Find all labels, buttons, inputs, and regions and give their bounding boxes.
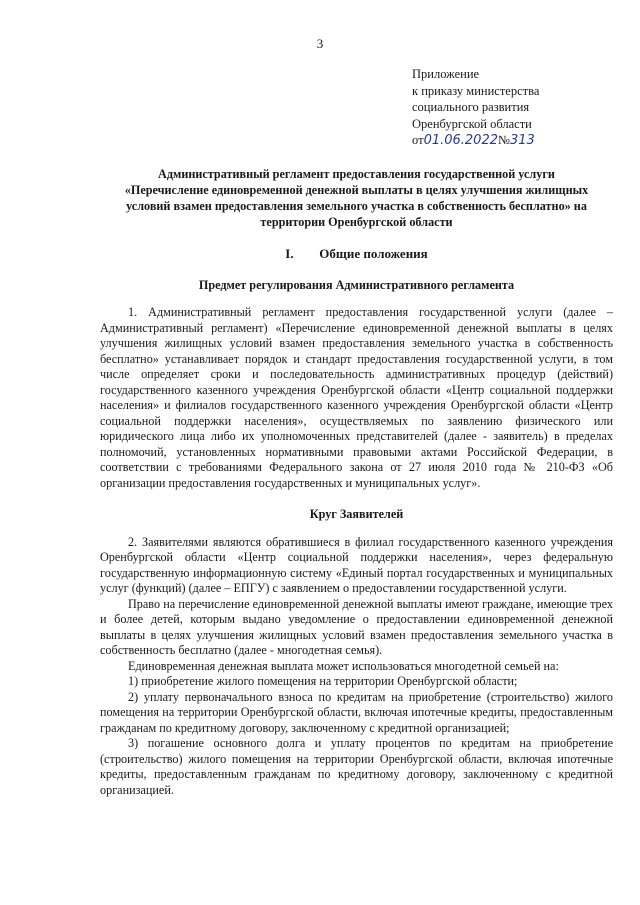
appendix-line-4: Оренбургской области xyxy=(412,116,532,131)
list-item-3: 3) погашение основного долга и уплату процентов по кредитам на приобретение (строительство) жилого помещения на территории Оренбургской области, включая ипотечные кредиты, предоставленным гражданам по кредитному договору, заключенному с кредитной организацией. xyxy=(100,736,613,797)
appendix-line-2: к приказу министерства xyxy=(412,83,540,98)
title-line-1: Административный регламент предоставления государственной услуги xyxy=(158,167,555,181)
paragraph-3: Право на перечисление единовременной денежной выплаты имеют граждане, имеющие трех и более детей, которым выдано уведомление о предоставлении единовременной денежной выплаты в целях улучшения жилищных условий взамен предоставления земельного участка в собственность бесплатно (далее - многодетная семья). xyxy=(100,596,613,657)
paragraph-1: 1. Административный регламент предоставления государственной услуги (далее – Административный регламент) «Перечисление единовременной денежной выплаты в целях улучшения жилищных условий взамен предоставления земельного участка в собственность бесплатно» устанавливает порядок и стандарт предоставления государственной услуги, в том числе определяет сроки и последовательность административных процедур (действий) государственного казенного учреждения Оренбургской области «Центр социальной поддержки населения» и филиалов государственного казенного учреждения Оренбургской области «Центр социальной поддержки населения», осуществляемых по заявлению физического или юридического лица либо их уполномоченных представителей (далее - заявитель) в пределах полномочий, установленных нормативными правовыми актами Российской Федерации, в соответствии с требованиями Федерального закона от 27 июля 2010 года № 210-ФЗ «Об организации предоставления государственных и муниципальных услуг». xyxy=(100,305,613,490)
handwritten-date: 01.06.2022 xyxy=(423,133,498,148)
subheading-regulation-subject: Предмет регулирования Административного регламента xyxy=(198,277,515,292)
document-title xyxy=(100,166,613,230)
subheading-applicants: Круг Заявителей xyxy=(309,507,404,521)
title-line-4: территории Оренбургской области xyxy=(260,215,453,229)
date-prefix: от xyxy=(412,133,424,147)
list-item-1: 1) приобретение жилого помещения на территории Оренбургской области; xyxy=(128,674,518,688)
list-item-2: 2) уплату первоначального взноса по кредитам на приобретение (строительство) жилого помещения на территории Оренбургской области, включая ипотечные кредиты, предоставленным гражданам по кредитному договору, заключенному с кредитной организацией; xyxy=(100,689,613,735)
handwritten-number: 313 xyxy=(509,133,535,148)
appendix-block xyxy=(412,66,612,150)
paragraph-2: 2. Заявителями являются обратившиеся в филиал государственного казенного учреждения Оренбургской области «Центр социальной поддержки населения», через федеральную государственную информационную систему «Единый портал государственных и муниципальных услуг (функций) (далее – ЕПГУ) с заявлением о предоставлении государственной услуги. xyxy=(100,534,613,595)
title-line-3: условий взамен предоставления земельного участка в собственность бесплатно» на xyxy=(126,199,587,213)
appendix-line-3: социального развития xyxy=(412,100,530,114)
section-heading xyxy=(100,246,613,262)
section-number: I. xyxy=(285,246,294,261)
number-prefix: № xyxy=(498,133,510,147)
page-number: 3 xyxy=(316,36,324,51)
title-line-2: «Перечисление единовременной денежной выплаты в целях улучшения жилищных xyxy=(124,183,589,197)
appendix-line-1: Приложение xyxy=(412,67,480,81)
appendix-date-line xyxy=(412,132,612,150)
section-title: Общие положения xyxy=(319,246,428,261)
document-body xyxy=(100,166,613,798)
paragraph-4: Единовременная денежная выплата может использоваться многодетной семьей на: xyxy=(128,658,559,673)
